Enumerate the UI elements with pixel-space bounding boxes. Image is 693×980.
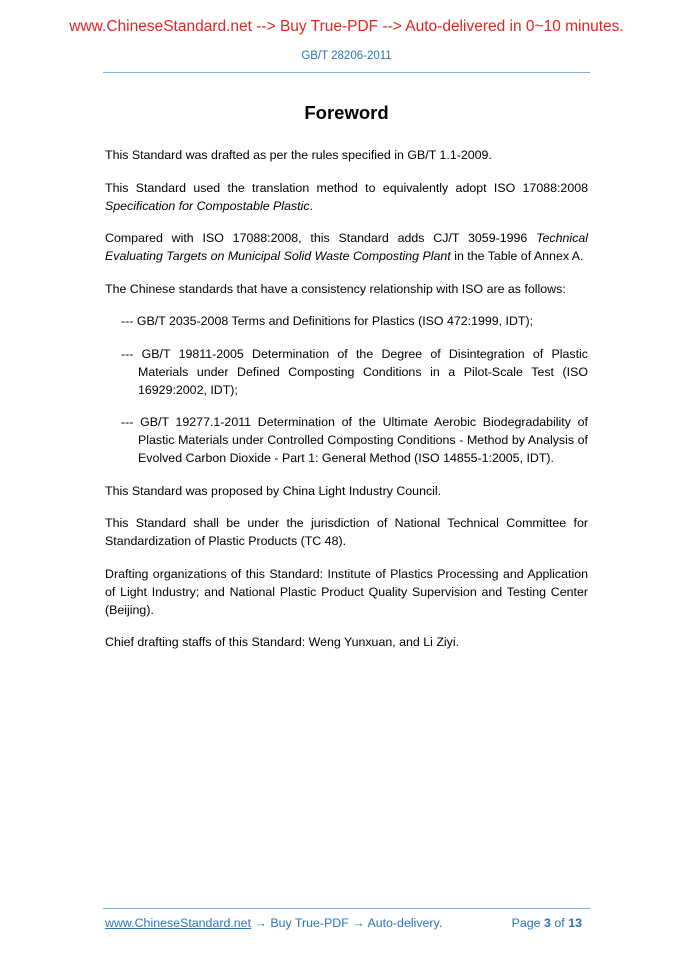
promo-banner[interactable]: www.ChineseStandard.net --> Buy True-PDF --> Auto-delivered in 0~10 minutes. xyxy=(69,18,624,35)
text-segment: in the Table of Annex A. xyxy=(450,249,584,263)
paragraph-jurisdiction: This Standard shall be under the jurisdiction of National Technical Committee for Standardization of Plastic Products (TC 48). xyxy=(105,516,588,548)
list-item xyxy=(121,413,588,467)
arrow-icon: → xyxy=(254,916,267,930)
standard-title-italic: Specification for Compostable Plastic xyxy=(105,198,310,213)
list-dash: --- xyxy=(121,314,134,328)
footer-buy-text: Buy True-PDF xyxy=(270,916,349,930)
paragraph-drafting-rules: This Standard was drafted as per the rules specified in GB/T 1.1-2009. xyxy=(105,148,492,162)
page-of: of xyxy=(554,916,565,930)
list-item-text: GB/T 2035-2008 Terms and Definitions for Plastics (ISO 472:1999, IDT); xyxy=(136,314,534,328)
footer-promo xyxy=(105,916,442,930)
text-segment: . xyxy=(309,198,313,213)
text-segment: Compared with ISO 17088:2008, this Standard adds CJ/T 3059-1996 xyxy=(105,231,537,245)
paragraph-consistency-intro: The Chinese standards that have a consistency relationship with ISO are as follows: xyxy=(105,281,566,296)
list-item xyxy=(121,312,588,330)
page-total: 13 xyxy=(568,916,582,930)
document-number: GB/T 28206-2011 xyxy=(301,50,392,62)
page-title: Foreword xyxy=(304,102,389,123)
text-segment: This Standard used the translation method to equivalently adopt ISO 17088:2008 xyxy=(105,180,588,195)
list-dash: --- xyxy=(121,415,134,429)
footer-site-link[interactable]: www.ChineseStandard.net xyxy=(105,916,252,930)
list-item-continuation: Plastic Materials under Controlled Composting Conditions - Method by Analysis of Evolved Carbon Dioxide - Part 1: General Method (ISO 14855-1:2005, IDT). xyxy=(138,433,588,465)
page-footer xyxy=(105,916,588,936)
header-divider xyxy=(103,72,590,73)
list-item-continuation: Materials under Defined Composting Conditions in a Pilot-Scale Test (ISO 16929:2002, IDT); xyxy=(138,364,588,397)
list-item-first-line xyxy=(121,413,588,431)
paragraph-drafting-organizations: Drafting organizations of this Standard: Institute of Plastics Processing and Application of Light Industry; and National Plastic Product Quality Supervision and Testing Center (Beijing). xyxy=(105,566,588,617)
paragraph-proposed-by: This Standard was proposed by China Light Industry Council. xyxy=(105,483,442,498)
list-item-text: GB/T 19811-2005 Determination of the Degree of Disintegration of Plastic xyxy=(141,346,588,361)
footer-divider xyxy=(103,908,590,909)
footer-delivery-text: Auto-delivery. xyxy=(367,916,443,930)
page-label: Page xyxy=(511,916,541,930)
paragraph-drafting-staff: Chief drafting staffs of this Standard: Weng Yunxuan, and Li Ziyi. xyxy=(105,635,460,649)
foreword-body xyxy=(105,146,588,666)
list-item-text: GB/T 19277.1-2011 Determination of the Ultimate Aerobic Biodegradability of xyxy=(140,415,588,429)
arrow-icon: → xyxy=(352,916,365,930)
list-dash: --- xyxy=(121,346,134,361)
paragraph-comparison xyxy=(105,229,588,265)
page-current: 3 xyxy=(544,916,551,930)
page-indicator xyxy=(512,916,582,930)
standard-title-italic: Technical Evaluating Targets on Municipal Solid Waste Composting Plant xyxy=(105,231,588,263)
list-item-first-line xyxy=(121,345,588,363)
paragraph-translation-method xyxy=(105,179,588,215)
list-item xyxy=(121,345,588,399)
